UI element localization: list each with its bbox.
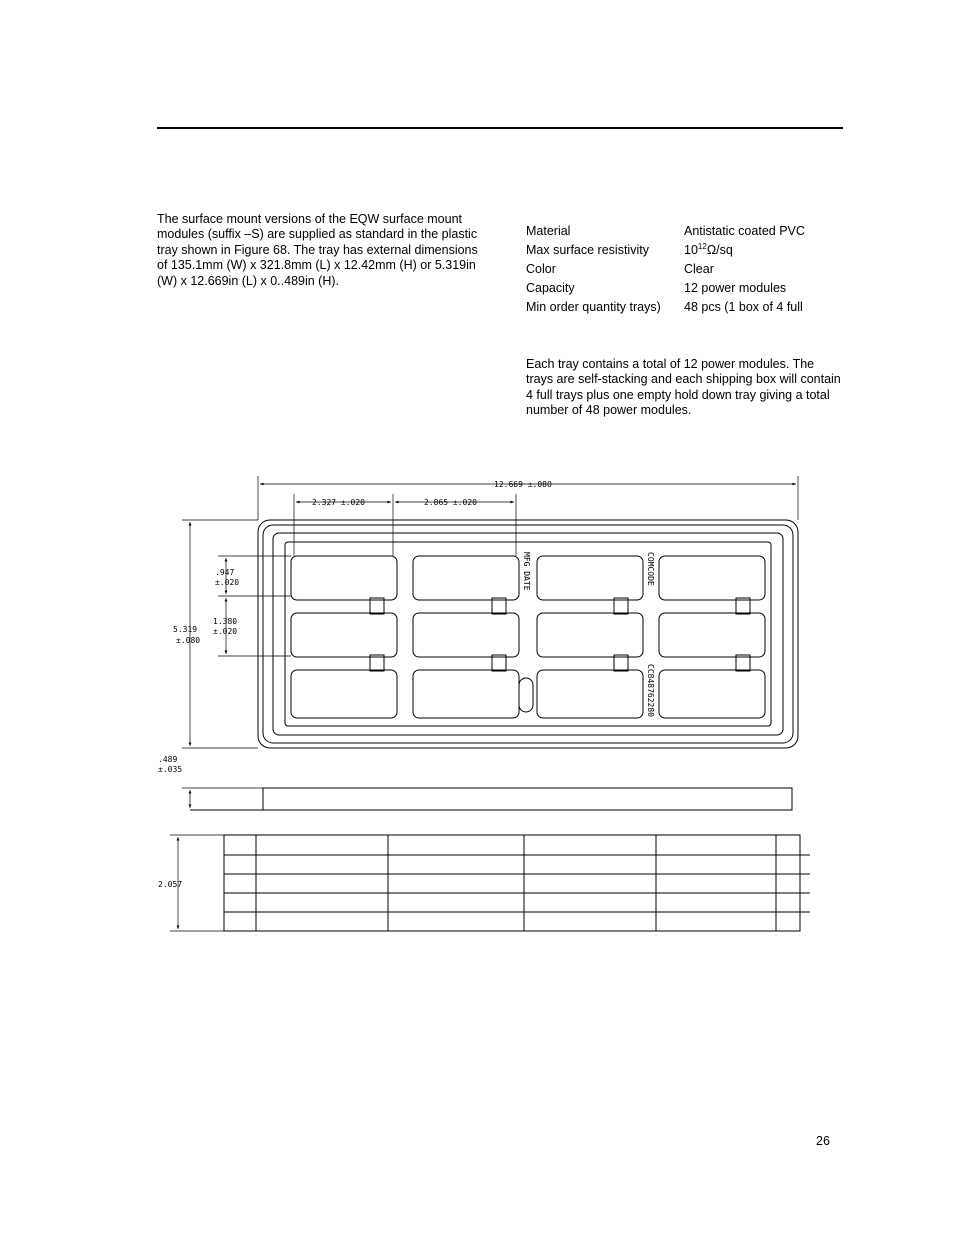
spec-value: 48 pcs (1 box of 4 full	[684, 300, 803, 314]
spec-label: Capacity	[526, 281, 575, 295]
dim-pitch-1: 2.327 ±.020	[312, 498, 365, 507]
mark-comcode: COMCODE	[646, 552, 655, 586]
dim-pocket-b-1: 1.380	[213, 617, 238, 626]
dim-length: 12.669 ±.080	[494, 480, 552, 489]
dim-pocket-a-2: ±.020	[215, 578, 240, 587]
dim-width-1: 5.319	[173, 625, 198, 634]
spec-row-capacity	[523, 279, 847, 298]
spec-row-color	[523, 260, 847, 279]
header-rule	[157, 127, 843, 129]
spec-value: Clear	[684, 262, 714, 276]
spec-label: Material	[526, 224, 571, 238]
spec-row-resistivity	[523, 241, 847, 260]
spec-value: 12 power modules	[684, 281, 787, 295]
spec-label: Color	[526, 262, 556, 276]
stacked-trays	[224, 835, 810, 931]
spec-label: Max surface resistivity	[526, 243, 649, 257]
spec-value: Antistatic coated PVC	[684, 224, 805, 238]
dim-height-2: ±.035	[158, 765, 183, 774]
resistivity-exponent: 12	[697, 241, 707, 251]
dim-pocket-a-1: .947	[215, 568, 235, 577]
dim-pitch-2: 2.865 ±.020	[424, 498, 477, 507]
tray-note-paragraph: Each tray contains a total of 12 power modules. The trays are self-stacking and each shipping box will contain 4 full trays plus one empty hold down tray giving a total number of 48 power modules.	[526, 357, 841, 418]
spec-value	[681, 241, 847, 260]
spec-row-min-order	[523, 298, 847, 317]
mark-mfg-date: MFG DATE	[522, 552, 531, 591]
page-number: 26	[816, 1134, 830, 1148]
tray-side-profile	[263, 788, 792, 810]
dim-stack: 2.057	[158, 880, 183, 889]
spec-label: Min order quantity trays)	[526, 300, 661, 314]
dim-height-1: .489	[158, 755, 178, 764]
spec-row-material	[523, 222, 847, 241]
mark-part-number: CC848762280	[646, 664, 655, 717]
resistivity-base: 10	[684, 243, 698, 257]
resistivity-unit: Ω/sq	[706, 243, 733, 257]
tray-specs-table	[523, 222, 847, 317]
dim-width-2: ±.080	[176, 636, 201, 645]
dim-pocket-b-2: ±.020	[213, 627, 238, 636]
tray-drawing	[150, 470, 820, 940]
intro-paragraph: The surface mount versions of the EQW surface mount modules (suffix –S) are supplied as standard in the plastic tray shown in Figure 68. The tray has external dimensions of 135.1mm (W) x 321.8mm (L) x 12.42mm (H) or 5.319in (W) x 12.669in (L) x 0..489in (H).	[157, 212, 478, 288]
